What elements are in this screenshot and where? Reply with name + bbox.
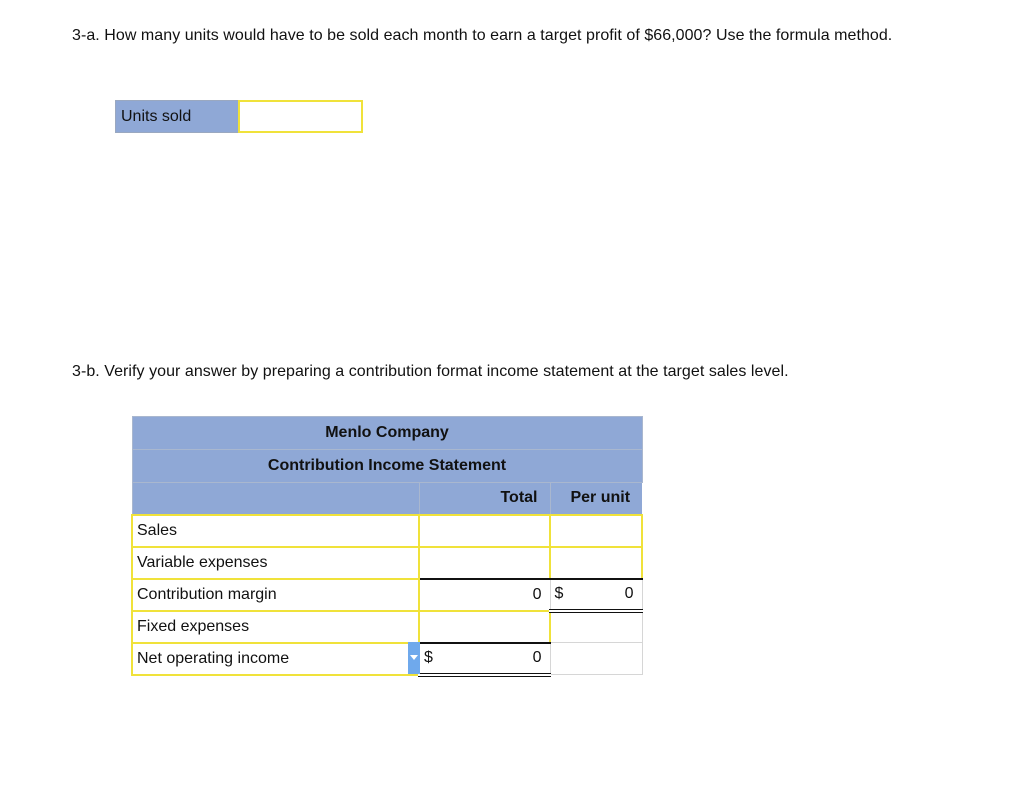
net-operating-income-label: Net operating income xyxy=(137,649,290,667)
sales-per-unit-input[interactable] xyxy=(550,515,642,547)
table-row xyxy=(132,643,642,675)
fixed-expenses-per-unit-cell xyxy=(550,611,642,643)
total-column-header: Total xyxy=(419,483,550,515)
units-sold-label: Units sold xyxy=(115,100,238,133)
table-row xyxy=(132,515,642,547)
blank-header-cell xyxy=(132,483,419,515)
table-row xyxy=(132,611,642,643)
question-3a-text: 3-a. How many units would have to be sold each month to earn a target profit of $66,000? Use the formula method. xyxy=(72,27,893,44)
question-3a xyxy=(72,26,932,46)
net-operating-income-total-cell xyxy=(419,643,550,675)
contribution-margin-total-value: 0 xyxy=(532,585,542,603)
sales-label-input[interactable]: Sales xyxy=(132,515,419,547)
fixed-expenses-label-input[interactable]: Fixed expenses xyxy=(132,611,419,643)
dollar-sign: $ xyxy=(424,649,433,666)
units-sold-row xyxy=(115,100,363,133)
units-sold-input[interactable] xyxy=(238,100,363,133)
net-operating-income-total-value: 0 xyxy=(532,649,542,666)
variable-expenses-per-unit-input[interactable] xyxy=(550,547,642,579)
statement-title-header: Contribution Income Statement xyxy=(132,450,642,483)
question-3b-text: 3-b. Verify your answer by preparing a contribution format income statement at the target sales level. xyxy=(72,363,789,380)
contribution-margin-total-cell xyxy=(419,579,550,611)
contribution-margin-per-unit-value: 0 xyxy=(624,585,634,602)
table-row xyxy=(132,547,642,579)
net-operating-income-per-unit-cell xyxy=(550,643,642,675)
fixed-expenses-total-input[interactable] xyxy=(419,611,550,643)
table-row xyxy=(132,579,642,611)
income-statement-table xyxy=(131,416,643,677)
sales-total-input[interactable] xyxy=(419,515,550,547)
company-name-header: Menlo Company xyxy=(132,417,642,450)
dollar-sign: $ xyxy=(554,585,564,602)
question-3b xyxy=(72,362,789,382)
contribution-margin-label-input[interactable]: Contribution margin xyxy=(132,579,419,611)
contribution-margin-per-unit-cell xyxy=(550,579,642,611)
variable-expenses-total-input[interactable] xyxy=(419,547,550,579)
variable-expenses-label-input[interactable]: Variable expenses xyxy=(132,547,419,579)
per-unit-column-header: Per unit xyxy=(550,483,642,515)
dropdown-arrow-icon[interactable] xyxy=(408,642,420,674)
net-operating-income-label-select[interactable] xyxy=(132,643,419,675)
